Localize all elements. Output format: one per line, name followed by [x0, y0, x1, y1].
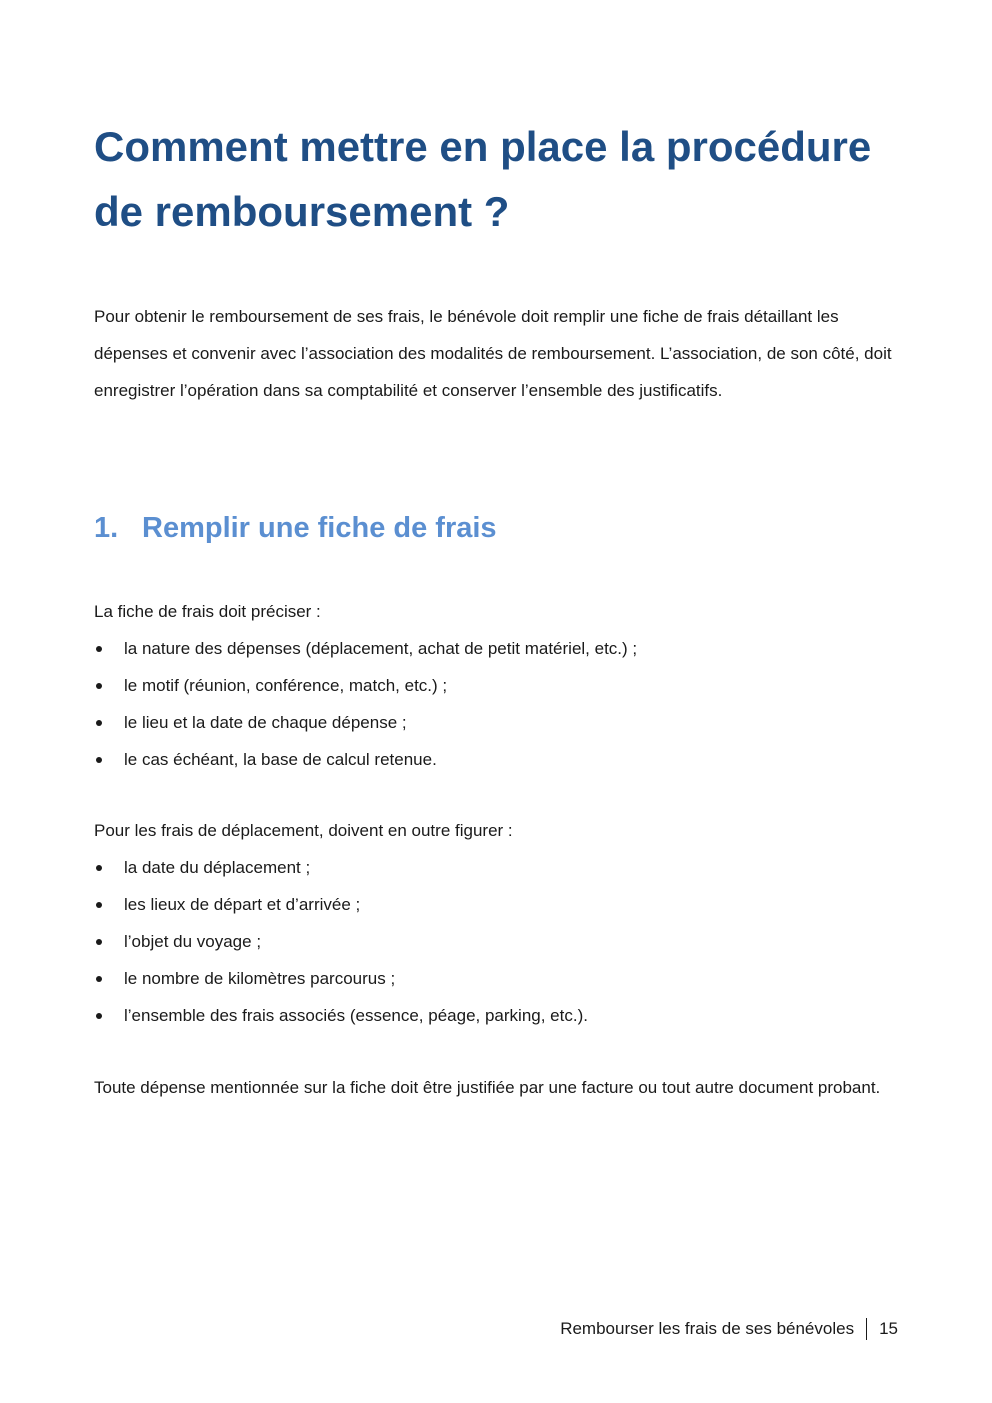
list-item-text: le cas échéant, la base de calcul retenue.	[124, 750, 437, 769]
list-item	[94, 667, 894, 704]
list-item	[94, 741, 894, 778]
list-item	[94, 630, 894, 667]
list-item-text: l’ensemble des frais associés (essence, péage, parking, etc.).	[124, 1006, 588, 1025]
list-item-text: le nombre de kilomètres parcourus ;	[124, 969, 396, 988]
list-item	[94, 704, 894, 741]
list-item	[94, 849, 894, 886]
list-item	[94, 997, 894, 1034]
deplacement-requirements-list	[94, 849, 894, 1034]
list-item-text: le lieu et la date de chaque dépense ;	[124, 713, 407, 732]
list-item-text: la date du déplacement ;	[124, 858, 311, 877]
bullet-icon	[96, 720, 102, 726]
closing-paragraph: Toute dépense mentionnée sur la fiche doit être justifiée par une facture ou tout autre document probant.	[94, 1078, 881, 1097]
list-item	[94, 960, 894, 997]
bullet-icon	[96, 646, 102, 652]
page-title: Comment mettre en place la procédure de remboursement ?	[94, 123, 872, 235]
section-title: Remplir une fiche de frais	[142, 512, 497, 544]
list-item-text: l’objet du voyage ;	[124, 932, 262, 951]
list-item-text: le motif (réunion, conférence, match, etc.) ;	[124, 676, 448, 695]
bullet-icon	[96, 939, 102, 945]
footer-title: Rembourser les frais de ses bénévoles	[560, 1319, 855, 1338]
section-number: 1.	[94, 512, 119, 544]
bullet-icon	[96, 683, 102, 689]
page-footer	[560, 1317, 898, 1341]
list-intro-deplacement: Pour les frais de déplacement, doivent en outre figurer :	[94, 821, 513, 840]
fiche-requirements-list	[94, 630, 894, 778]
list-intro-fiche: La fiche de frais doit préciser :	[94, 602, 321, 621]
list-item-text: les lieux de départ et d’arrivée ;	[124, 895, 361, 914]
list-item-text: la nature des dépenses (déplacement, achat de petit matériel, etc.) ;	[124, 639, 638, 658]
bullet-icon	[96, 976, 102, 982]
intro-paragraph: Pour obtenir le remboursement de ses frais, le bénévole doit remplir une fiche de frais détaillant les dépenses et convenir avec l’association des modalités de remboursement. L’association, de son côté, doit enregistrer l’opération dans sa comptabilité et conserver l’ensemble des justificatifs.	[94, 307, 892, 400]
list-item	[94, 923, 894, 960]
bullet-icon	[96, 1013, 102, 1019]
section-heading	[94, 508, 497, 548]
bullet-icon	[96, 757, 102, 763]
bullet-icon	[96, 865, 102, 871]
page-number: 15	[879, 1319, 898, 1338]
bullet-icon	[96, 902, 102, 908]
footer-divider	[866, 1318, 867, 1340]
list-item	[94, 886, 894, 923]
